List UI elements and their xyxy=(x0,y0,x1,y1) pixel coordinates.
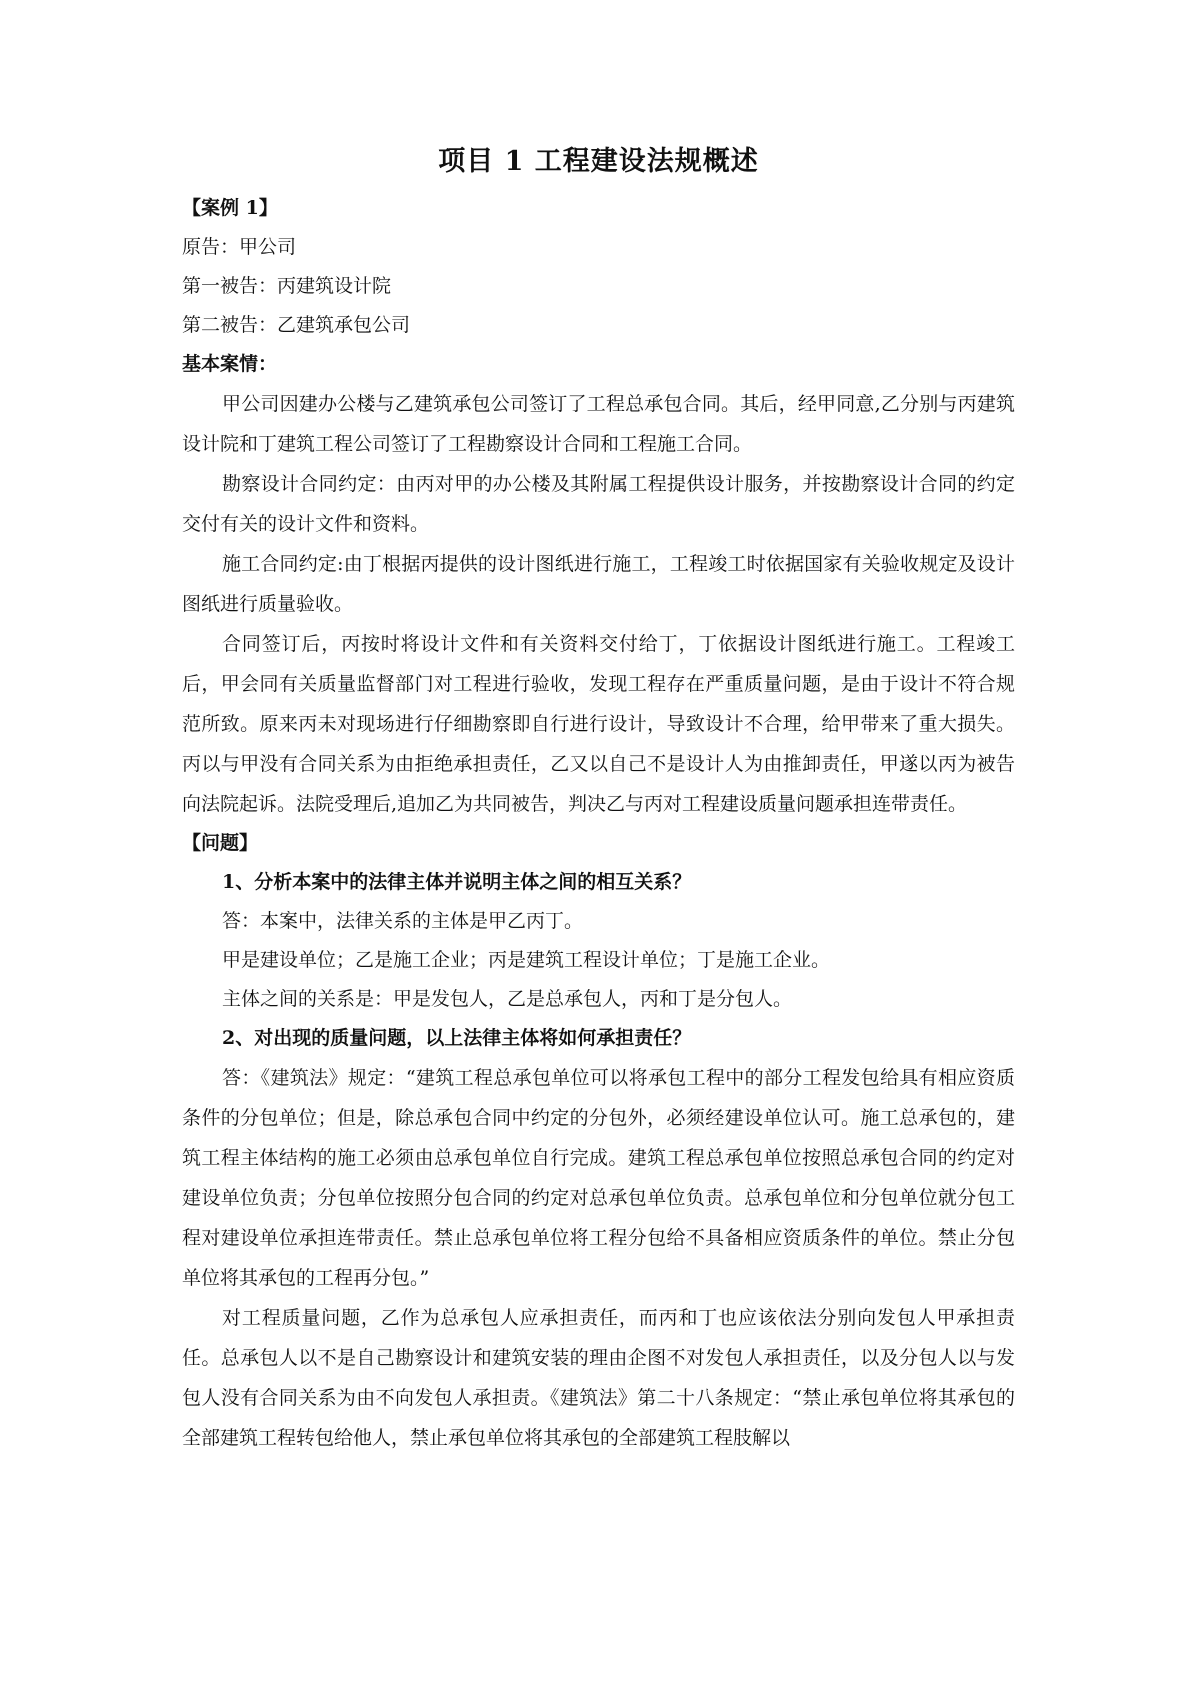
facts-paragraph-3: 施工合同约定:由丁根据丙提供的设计图纸进行施工，工程竣工时依据国家有关验收规定及设计图纸进行质量验收。 xyxy=(182,553,1015,615)
facts-paragraph-1: 甲公司因建办公楼与乙建筑承包公司签订了工程总承包合同。其后，经甲同意,乙分别与丙建筑设计院和丁建筑工程公司签订了工程勘察设计合同和工程施工合同。 xyxy=(182,393,1015,455)
answer-1-line-3: 主体之间的关系是：甲是发包人，乙是总承包人，丙和丁是分包人。 xyxy=(222,988,793,1010)
page-title: 项目 1 工程建设法规概述 xyxy=(438,146,759,177)
basic-facts-heading: 基本案情： xyxy=(182,353,278,375)
facts-paragraph-2: 勘察设计合同约定：由丙对甲的办公楼及其附属工程提供设计服务，并按勘察设计合同的约定交付有关的设计文件和资料。 xyxy=(182,473,1015,535)
answer-2-paragraph-1: 答：《建筑法》规定：“建筑工程总承包单位可以将承包工程中的部分工程发包给具有相应资质条件的分包单位；但是，除总承包合同中约定的分包外，必须经建设单位认可。施工总承包的，建筑工程主体结构的施工必须由总承包单位自行完成。建筑工程总承包单位按照总承包合同的约定对建设单位负责；分包单位按照分包合同的约定对总承包单位负责。总承包单位和分包单位就分包工程对建设单位承担连带责任。禁止总承包单位将工程分包给不具备相应资质条件的单位。禁止分包单位将其承包的工程再分包。” xyxy=(182,1067,1015,1289)
questions-heading: 【问题】 xyxy=(182,832,259,854)
case-heading: 【案例 1】 xyxy=(182,197,278,219)
document-page xyxy=(182,143,1015,1458)
answer-1-line-2: 甲是建设单位；乙是施工企业；丙是建筑工程设计单位；丁是施工企业。 xyxy=(222,949,831,971)
question-1: 1、分析本案中的法律主体并说明主体之间的相互关系？ xyxy=(222,871,692,893)
answer-2-paragraph-2: 对工程质量问题，乙作为总承包人应承担责任，而丙和丁也应该依法分别向发包人甲承担责任。总承包人以不是自己勘察设计和建筑安装的理由企图不对发包人承担责任，以及分包人以与发包人没有合同关系为由不向发包人承担责。《建筑法》第二十八条规定：“禁止承包单位将其承包的全部建筑工程转包给他人，禁止承包单位将其承包的全部建筑工程肢解以 xyxy=(182,1307,1015,1449)
defendant2-line: 第二被告：乙建筑承包公司 xyxy=(182,314,411,336)
question-2: 2、对出现的质量问题，以上法律主体将如何承担责任？ xyxy=(222,1027,692,1049)
plaintiff-line: 原告：甲公司 xyxy=(182,236,297,258)
defendant1-line: 第一被告：丙建筑设计院 xyxy=(182,275,392,297)
facts-paragraph-4: 合同签订后，丙按时将设计文件和有关资料交付给丁，丁依据设计图纸进行施工。工程竣工后，甲会同有关质量监督部门对工程进行验收，发现工程存在严重质量问题，是由于设计不符合规范所致。原来丙未对现场进行仔细勘察即自行进行设计，导致设计不合理，给甲带来了重大损失。丙以与甲没有合同关系为由拒绝承担责任，乙又以自己不是设计人为由推卸责任，甲遂以丙为被告向法院起诉。法院受理后,追加乙为共同被告，判决乙与丙对工程建设质量问题承担连带责任。 xyxy=(182,633,1015,815)
answer-1-line-1: 答：本案中，法律关系的主体是甲乙丙丁。 xyxy=(222,910,584,932)
